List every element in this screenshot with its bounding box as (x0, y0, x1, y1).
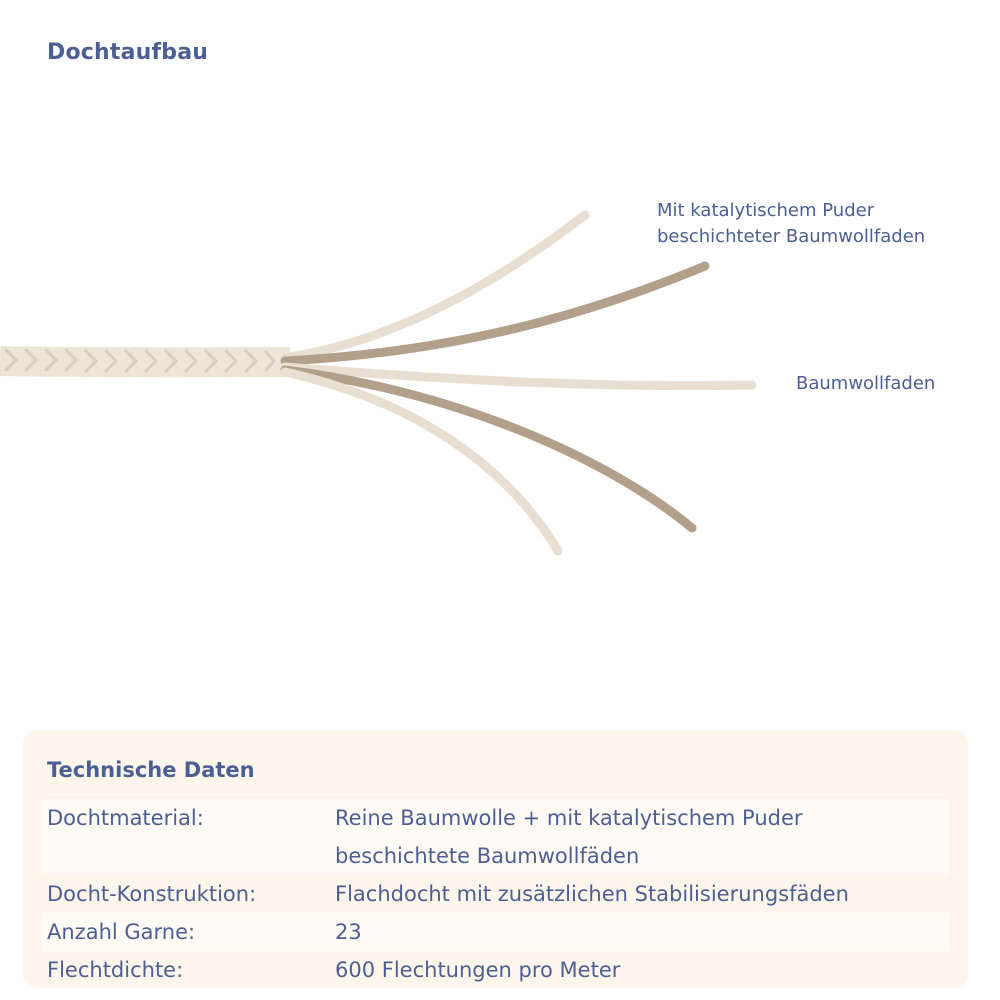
spec-key: Anzahl Garne: (47, 920, 196, 944)
spec-value (335, 799, 949, 875)
braided-wick (0, 350, 290, 371)
coated-thread-label-line1: Mit katalytischem Puder (657, 200, 875, 221)
spec-value: 600 Flechtungen pro Meter (335, 958, 621, 982)
spec-row-yarn-count (41, 913, 949, 951)
spec-value: Flachdocht mit zusätzlichen Stabilisierungsfäden (335, 882, 849, 906)
technical-data-heading: Technische Daten (47, 758, 255, 782)
spec-row-braid-density (41, 951, 949, 989)
page-title: Dochtaufbau (47, 40, 209, 65)
spec-key: Dochtmaterial: (47, 806, 204, 830)
technical-data-card (23, 730, 968, 988)
spec-key: Flechtdichte: (47, 958, 184, 982)
spec-value-line2: beschichtete Baumwollfäden (335, 844, 640, 868)
cotton-thread-top (285, 215, 585, 358)
coated-thread-label (657, 198, 987, 250)
cotton-thread-label: Baumwollfaden (796, 373, 936, 394)
spec-value: 23 (335, 920, 362, 944)
spec-row-material (41, 799, 949, 875)
spec-value-line1: Reine Baumwolle + mit katalytischem Puder (335, 806, 803, 830)
spec-table (41, 799, 949, 989)
coated-thread-label-line2: beschichteter Baumwollfaden (657, 226, 926, 247)
spec-row-construction (41, 875, 949, 913)
spec-key: Docht-Konstruktion: (47, 882, 257, 906)
